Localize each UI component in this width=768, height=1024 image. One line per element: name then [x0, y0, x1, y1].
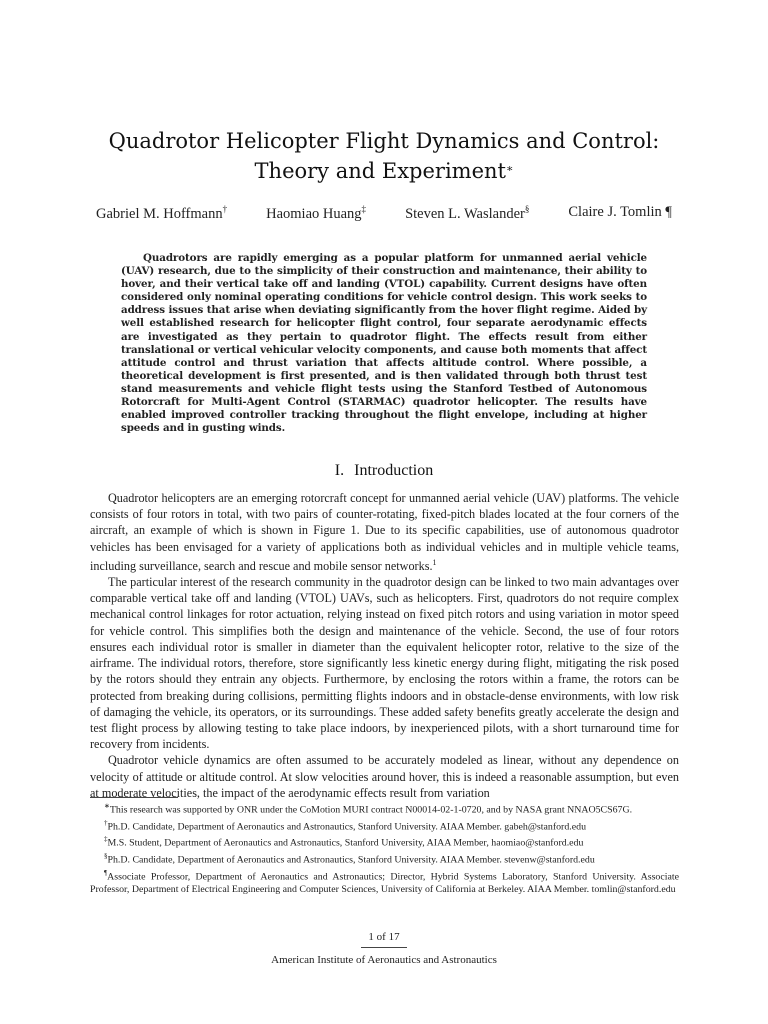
footnote-text: Associate Professor, Department of Aeronautics and Astronautics; Director, Hybrid Systems Laboratory, Stanford University. Associate Professor, Department of Electrical Engineering and Computer Sciences, University of California at Berkeley. AIAA Member. tomlin@stanford.edu — [90, 871, 679, 895]
footnote — [90, 833, 679, 850]
footnote — [90, 867, 679, 896]
author-mark: ‡ — [361, 204, 367, 214]
footnote-mark: † — [104, 818, 108, 827]
citation-ref: 1 — [432, 557, 437, 567]
footnote-mark: § — [104, 852, 108, 861]
section-heading — [80, 462, 688, 480]
footnote-text: M.S. Student, Department of Aeronautics and Astronautics, Stanford University, AIAA Member, haomiao@stanford.edu — [107, 837, 584, 849]
author — [405, 204, 529, 223]
footnote — [90, 800, 679, 817]
author-mark: † — [222, 204, 228, 214]
title-footnote-mark: ∗ — [505, 162, 514, 175]
footnote-mark: ‡ — [104, 835, 108, 844]
author-mark: § — [524, 204, 530, 214]
footnote-text: Ph.D. Candidate, Department of Aeronautics and Astronautics, Stanford University. AIAA Member. stevenw@stanford.edu — [107, 854, 595, 866]
author-name: Gabriel M. Hoffmann — [96, 205, 223, 222]
author-name: Haomiao Huang — [266, 205, 362, 222]
footnote-text: This research was supported by ONR under the CoMotion MURI contract N00014-02-1-0720, and by NASA grant NNAO5CS67G. — [109, 804, 633, 816]
footnote-divider — [90, 797, 178, 798]
paragraph: Quadrotor vehicle dynamics are often assumed to be accurately modeled as linear, without any dependence on velocity of attitude or altitude control. At slow velocities around hover, this is indeed a reasonable assumption, but even at moderate velocities, the impact of the aerodynamic effects result from variation — [90, 753, 679, 800]
paragraph — [90, 490, 679, 574]
title-line-2-text: Theory and Experiment — [254, 159, 506, 183]
author — [568, 204, 672, 223]
footnote-mark: ∗ — [104, 802, 110, 810]
title-line-2 — [80, 156, 688, 186]
author-mark: ¶ — [661, 204, 672, 220]
author-name: Claire J. Tomlin — [568, 204, 662, 220]
author-name: Steven L. Waslander — [405, 205, 525, 222]
author — [96, 204, 227, 223]
page-number: 1 of 17 — [368, 931, 400, 943]
paper-title — [80, 126, 688, 186]
section-title: Introduction — [354, 462, 434, 479]
publisher-footer: American Institute of Aeronautics and Astronautics — [271, 954, 497, 966]
author-list — [96, 204, 672, 223]
footnotes — [90, 800, 679, 896]
footnote-mark: ¶ — [104, 868, 108, 877]
body-text — [90, 490, 679, 801]
footnote — [90, 817, 679, 834]
author — [266, 204, 366, 223]
section-number: I. — [334, 462, 345, 479]
paragraph-text: Quadrotor helicopters are an emerging rotorcraft concept for unmanned aerial vehicle (UAV) platforms. The vehicle consists of four rotors in total, with two pairs of counter-rotating, fixed-pitch blades located at the four corners of the aircraft, an example of which is shown in Figure 1. Due to its specific capabilities, use of autonomous quadrotor vehicles has been envisaged for a variety of applications both as individual vehicles and in multiple vehicle teams, including surveillance, search and rescue and mobile sensor networks. — [90, 491, 679, 573]
footnote — [90, 850, 679, 867]
page-footer-divider — [361, 947, 407, 948]
abstract: Quadrotors are rapidly emerging as a popular platform for unmanned aerial vehicle (UAV) research, due to the simplicity of their construction and maintenance, their ability to hover, and their vertical take off and landing (VTOL) capability. Current designs have often considered only nominal operating conditions for vehicle control design. This work seeks to address issues that arise when deviating significantly from the hover flight regime. Aided by well established research for helicopter flight control, four separate aerodynamic effects are investigated as they pertain to quadrotor flight. The effects result from either translational or vertical vehicular velocity components, and cause both moments that affect attitude control and thrust variation that affects altitude control. Where possible, a theoretical development is first presented, and is then validated through both thrust test stand measurements and vehicle flight tests using the Stanford Testbed of Autonomous Rotorcraft for Multi-Agent Control (STARMAC) quadrotor helicopter. The results have enabled improved controller tracking throughout the flight envelope, including at higher speeds and in gusting winds. — [121, 252, 647, 435]
title-line-1: Quadrotor Helicopter Flight Dynamics and Control: — [108, 129, 660, 153]
paragraph: The particular interest of the research community in the quadrotor design can be linked to two main advantages over comparable vertical take off and landing (VTOL) UAVs, such as helicopters. First, quadrotors do not require complex mechanical control linkages for rotor actuation, relying instead on fixed pitch rotors and using variation in motor speed for vehicle control. This simplifies both the design and maintenance of the vehicle. Second, the use of four rotors ensures each individual rotor is smaller in diameter than the equivalent helicopter rotor, relative to the size of the airframe. The individual rotors, therefore, store significantly less kinetic energy during flight, mitigating the risk posed by the rotors should they entrain any objects. Furthermore, by enclosing the rotors within a frame, the rotors can be protected from breaking during collisions, permitting flights indoors and in obstacle-dense environments, with low risk of damaging the vehicle, its operators, or its surroundings. These added safety benefits greatly accelerate the design and test flight process by allowing testing to take place indoors, by inexperienced pilots, with a short turnaround time for recovery from incidents. — [90, 575, 679, 752]
footnote-text: Ph.D. Candidate, Department of Aeronautics and Astronautics, Stanford University. AIAA Member. gabeh@stanford.edu — [107, 821, 587, 832]
